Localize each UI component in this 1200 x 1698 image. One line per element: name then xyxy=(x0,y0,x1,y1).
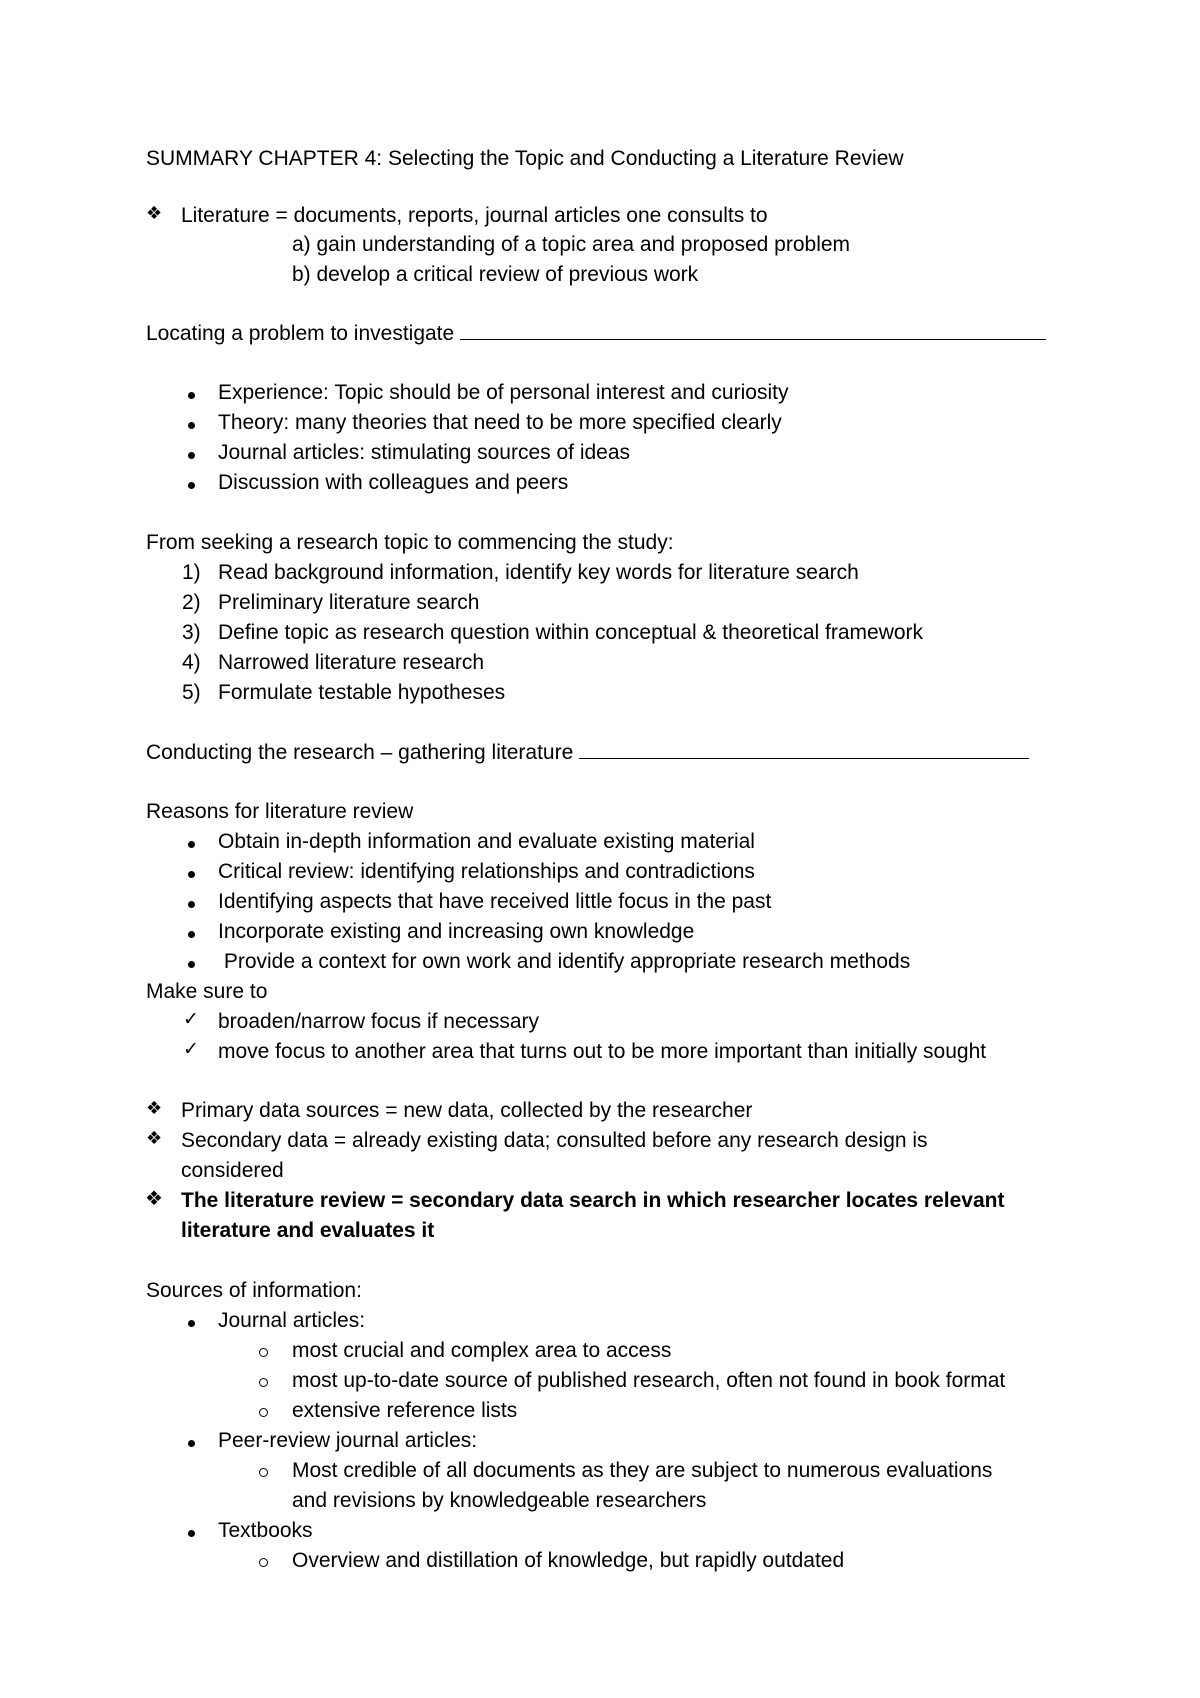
list-item: Journal articles: xyxy=(218,1309,366,1332)
section-heading-sources: Sources of information: xyxy=(146,1279,362,1302)
bullet-icon xyxy=(188,1320,195,1327)
bullet-icon xyxy=(188,1440,195,1447)
step-item: Read background information, identify key words for literature search xyxy=(218,561,859,584)
sub-list-item: extensive reference lists xyxy=(292,1399,518,1422)
literature-definition-a: a) gain understanding of a topic area and proposed problem xyxy=(292,233,851,256)
diamond-bullet-icon: ❖ xyxy=(146,1098,163,1119)
checkmark-icon: ✓ xyxy=(183,1038,199,1060)
step-item: Define topic as research question within conceptual & theoretical framework xyxy=(218,621,924,644)
step-number: 3) xyxy=(182,621,201,644)
sub-bullet-icon xyxy=(259,1408,268,1417)
list-item: Experience: Topic should be of personal interest and curiosity xyxy=(218,381,789,404)
checklist-item: move focus to another area that turns out to be more important than initially sought xyxy=(218,1040,987,1063)
bullet-icon xyxy=(188,422,195,429)
literature-review-definition: The literature review = secondary data search in which researcher locates relevant xyxy=(181,1189,1005,1212)
step-number: 4) xyxy=(182,651,201,674)
diamond-bullet-icon: ❖ xyxy=(146,203,163,224)
heading-underline-rule xyxy=(579,740,1029,759)
bullet-icon xyxy=(188,901,195,908)
list-item: Obtain in-depth information and evaluate existing material xyxy=(218,830,755,853)
list-item: Discussion with colleagues and peers xyxy=(218,471,569,494)
section-heading-locating: Locating a problem to investigate xyxy=(146,321,1046,347)
page-title: SUMMARY CHAPTER 4: Selecting the Topic and Conducting a Literature Review xyxy=(146,147,904,170)
sub-bullet-icon xyxy=(259,1378,268,1387)
sub-bullet-icon xyxy=(259,1348,268,1357)
literature-definition-b: b) develop a critical review of previous work xyxy=(292,263,699,286)
list-item: Theory: many theories that need to be more specified clearly xyxy=(218,411,782,434)
list-item: Peer-review journal articles: xyxy=(218,1429,478,1452)
bullet-icon xyxy=(188,841,195,848)
sub-list-item: most up-to-date source of published research, often not found in book format xyxy=(292,1369,1006,1392)
literature-definition: Literature = documents, reports, journal articles one consults to xyxy=(181,204,768,227)
list-item: Identifying aspects that have received little focus in the past xyxy=(218,890,772,913)
bullet-icon xyxy=(188,961,195,968)
bullet-icon xyxy=(188,1530,195,1537)
bullet-icon xyxy=(188,871,195,878)
step-item: Formulate testable hypotheses xyxy=(218,681,506,704)
list-item: Journal articles: stimulating sources of ideas xyxy=(218,441,631,464)
section-heading-seeking: From seeking a research topic to commencing the study: xyxy=(146,531,674,554)
secondary-data-definition: Secondary data = already existing data; consulted before any research design is xyxy=(181,1129,928,1152)
list-item: Provide a context for own work and identify appropriate research methods xyxy=(218,950,911,973)
secondary-data-definition-continued: considered xyxy=(181,1159,284,1182)
sub-list-item-continued: and revisions by knowledgeable researchers xyxy=(292,1489,707,1512)
bullet-icon xyxy=(188,392,195,399)
section-heading-reasons: Reasons for literature review xyxy=(146,800,414,823)
section-heading-conducting: Conducting the research – gathering literature xyxy=(146,740,1029,766)
step-number: 2) xyxy=(182,591,201,614)
step-item: Narrowed literature research xyxy=(218,651,485,674)
sub-list-item: most crucial and complex area to access xyxy=(292,1339,672,1362)
sub-bullet-icon xyxy=(259,1558,268,1567)
step-item: Preliminary literature search xyxy=(218,591,480,614)
list-item: Critical review: identifying relationships and contradictions xyxy=(218,860,755,883)
primary-data-definition: Primary data sources = new data, collected by the researcher xyxy=(181,1099,753,1122)
diamond-bullet-icon: ❖ xyxy=(145,1186,163,1210)
bullet-icon xyxy=(188,482,195,489)
bullet-icon xyxy=(188,452,195,459)
sub-bullet-icon xyxy=(259,1468,268,1477)
list-item: Incorporate existing and increasing own knowledge xyxy=(218,920,695,943)
checkmark-icon: ✓ xyxy=(183,1008,199,1030)
checklist-item: broaden/narrow focus if necessary xyxy=(218,1010,539,1033)
step-number: 1) xyxy=(182,561,201,584)
sub-list-item: Most credible of all documents as they are subject to numerous evaluations xyxy=(292,1459,993,1482)
sub-list-item: Overview and distillation of knowledge, but rapidly outdated xyxy=(292,1549,845,1572)
section-heading-make-sure: Make sure to xyxy=(146,980,268,1003)
step-number: 5) xyxy=(182,681,201,704)
literature-review-definition-continued: literature and evaluates it xyxy=(181,1219,435,1242)
heading-underline-rule xyxy=(460,321,1046,340)
bullet-icon xyxy=(188,931,195,938)
list-item: Textbooks xyxy=(218,1519,313,1542)
diamond-bullet-icon: ❖ xyxy=(146,1128,163,1149)
